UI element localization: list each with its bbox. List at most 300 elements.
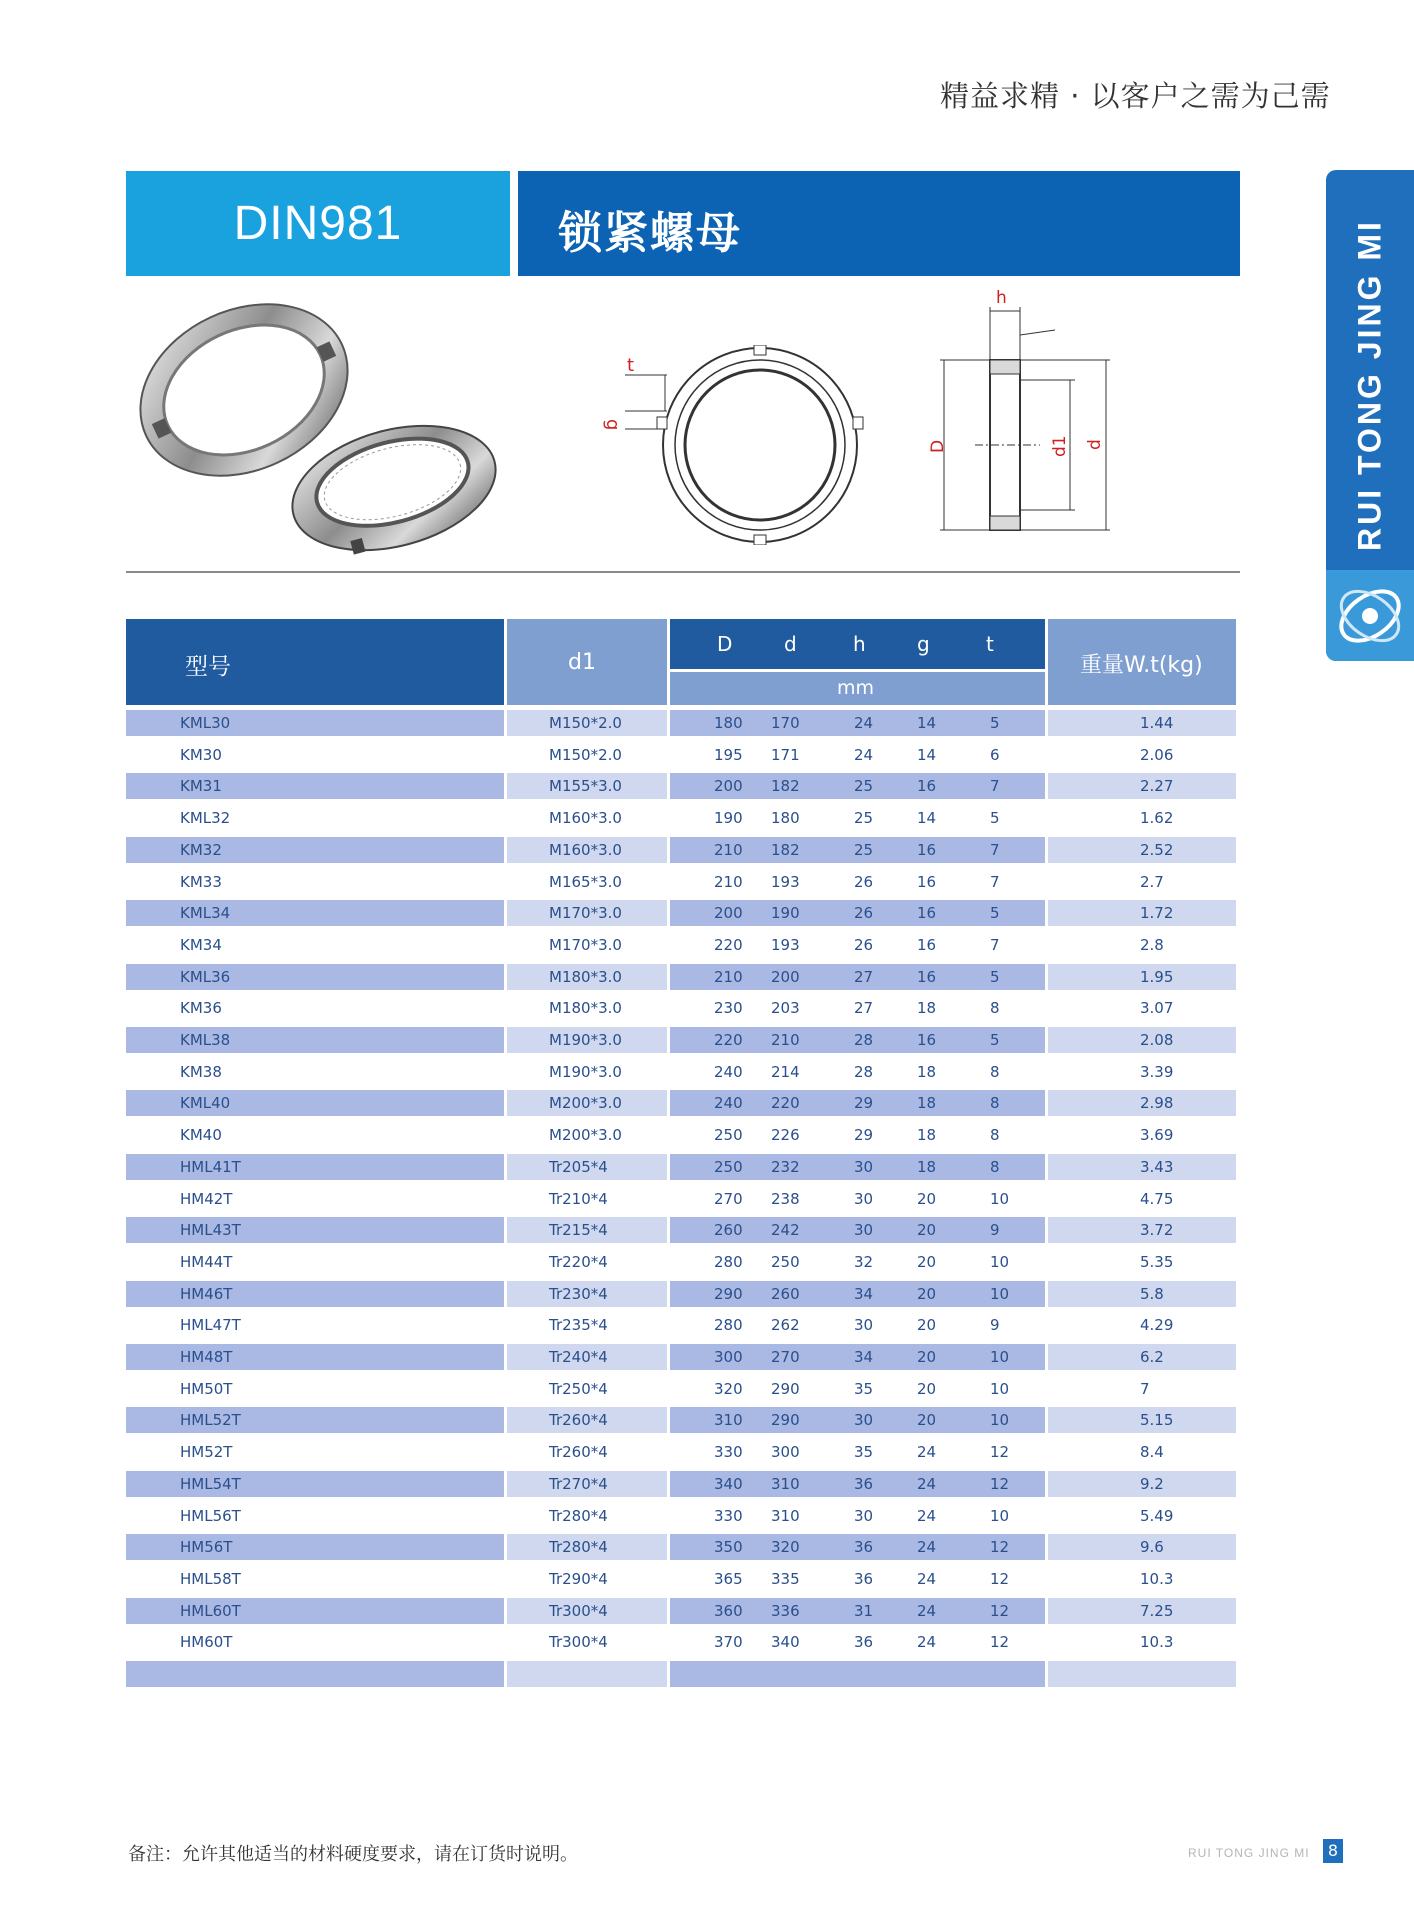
cell-D: 250: [714, 1157, 743, 1176]
cell-h: 24: [854, 714, 874, 732]
cell-model: HML54T: [180, 1474, 241, 1493]
cell-D: 180: [714, 714, 743, 732]
product-code-banner: [126, 171, 510, 276]
cell-model: KML32: [180, 809, 231, 828]
cell-h: 29: [854, 1094, 874, 1113]
cell-t: 12: [990, 1569, 1010, 1588]
side-brand-text: RUI TONG JING MI: [1351, 219, 1388, 551]
cell-g: 16: [917, 840, 937, 859]
table-row: [126, 1122, 1236, 1148]
cell-d1: M190*3.0: [549, 1062, 622, 1081]
cell-t: 5: [990, 904, 1000, 923]
cell-d1: M170*3.0: [549, 935, 622, 954]
cell-D: 310: [714, 1411, 743, 1430]
cell-d: 242: [771, 1221, 800, 1240]
header-weight: 重量W.t(kg): [1080, 653, 1203, 678]
cell-D: 270: [714, 1189, 743, 1208]
table-row: [126, 1503, 1236, 1529]
cell-D: 350: [714, 1538, 743, 1557]
cell-D: 195: [714, 745, 743, 764]
cell-g: 20: [917, 1316, 937, 1335]
cell-model: HML58T: [180, 1569, 241, 1588]
cell-h: 34: [854, 1284, 874, 1303]
cell-g: 14: [917, 714, 937, 732]
cell-weight: 3.43: [1140, 1157, 1174, 1176]
cell-d: 193: [771, 935, 800, 954]
cell-weight: 2.7: [1140, 872, 1164, 891]
table-row: [126, 1249, 1236, 1275]
cell-h: 27: [854, 999, 874, 1018]
cell-model: HML60T: [180, 1601, 241, 1620]
cell-d: 335: [771, 1569, 800, 1588]
cell-g: 24: [917, 1569, 937, 1588]
table-row: [126, 1471, 1236, 1497]
cell-d1: Tr230*4: [549, 1284, 608, 1303]
header-model: 型号: [185, 654, 231, 680]
cell-g: 20: [917, 1284, 937, 1303]
table-row: [126, 1186, 1236, 1212]
cell-weight: 10.3: [1140, 1633, 1174, 1652]
cell-D: 230: [714, 999, 743, 1018]
cell-weight: 2.52: [1140, 840, 1174, 859]
cell-t: 8: [990, 1126, 1000, 1145]
cell-t: 8: [990, 1094, 1000, 1113]
cell-D: 200: [714, 904, 743, 923]
cell-d: 270: [771, 1348, 800, 1366]
cell-d1: M150*2.0: [549, 745, 622, 764]
cell-weight: 7: [1140, 1379, 1150, 1398]
cell-d1: Tr280*4: [549, 1506, 608, 1525]
cell-weight: 4.29: [1140, 1316, 1174, 1335]
cell-model: HM60T: [180, 1633, 233, 1652]
cell-d1: Tr240*4: [549, 1348, 608, 1366]
cell-g: 18: [917, 1126, 937, 1145]
cell-model: HM46T: [180, 1284, 233, 1303]
cell-d1: Tr205*4: [549, 1157, 608, 1176]
side-brand-tab: [1326, 170, 1414, 661]
row-band: [670, 1661, 1045, 1687]
cell-t: 8: [990, 999, 1000, 1018]
cell-model: KM40: [180, 1126, 222, 1145]
cell-t: 9: [990, 1316, 1000, 1335]
header-cell-model: [126, 619, 504, 705]
cell-D: 360: [714, 1601, 743, 1620]
cell-D: 370: [714, 1633, 743, 1652]
cell-g: 16: [917, 967, 937, 986]
table-row: [126, 1090, 1236, 1116]
cell-model: KM31: [180, 777, 222, 796]
cell-h: 25: [854, 777, 874, 796]
cell-h: 30: [854, 1157, 874, 1176]
cell-d: 171: [771, 745, 800, 764]
cell-d1: Tr250*4: [549, 1379, 608, 1398]
cell-D: 220: [714, 935, 743, 954]
cell-weight: 9.6: [1140, 1538, 1164, 1557]
cell-g: 16: [917, 777, 937, 796]
cell-h: 26: [854, 935, 874, 954]
cell-weight: 10.3: [1140, 1569, 1174, 1588]
cell-weight: 1.72: [1140, 904, 1174, 923]
cell-t: 7: [990, 777, 1000, 796]
cell-t: 8: [990, 1062, 1000, 1081]
cell-weight: 5.8: [1140, 1284, 1164, 1303]
cell-weight: 9.2: [1140, 1474, 1164, 1493]
table-row: [126, 1439, 1236, 1465]
cell-t: 5: [990, 714, 1000, 732]
cell-d: 340: [771, 1633, 800, 1652]
cell-weight: 3.72: [1140, 1221, 1174, 1240]
cell-model: HML43T: [180, 1221, 241, 1240]
cell-D: 290: [714, 1284, 743, 1303]
cell-h: 35: [854, 1443, 874, 1462]
cell-d1: Tr260*4: [549, 1443, 608, 1462]
cell-d: 182: [771, 777, 800, 796]
cell-g: 16: [917, 935, 937, 954]
label-h: h: [996, 288, 1007, 308]
cell-t: 7: [990, 872, 1000, 891]
product-code: DIN981: [233, 197, 403, 250]
cell-model: KM34: [180, 935, 222, 954]
table-row: [126, 837, 1236, 863]
cell-d1: M200*3.0: [549, 1094, 622, 1113]
table-row: [126, 932, 1236, 958]
cell-d: 262: [771, 1316, 800, 1335]
cell-d1: Tr300*4: [549, 1601, 608, 1620]
cell-d1: Tr260*4: [549, 1411, 608, 1430]
label-d: d: [1085, 439, 1105, 450]
table-row: [126, 1281, 1236, 1307]
cell-t: 12: [990, 1538, 1010, 1557]
cell-weight: 2.08: [1140, 1031, 1174, 1049]
cell-weight: 3.39: [1140, 1062, 1174, 1081]
cell-g: 24: [917, 1633, 937, 1652]
cell-g: 20: [917, 1411, 937, 1430]
cell-g: 24: [917, 1538, 937, 1557]
cell-g: 14: [917, 745, 937, 764]
cell-D: 340: [714, 1474, 743, 1493]
cell-d1: M200*3.0: [549, 1126, 622, 1145]
cell-model: HM52T: [180, 1443, 233, 1462]
cell-D: 220: [714, 1031, 743, 1049]
cell-weight: 4.75: [1140, 1189, 1174, 1208]
cell-g: 18: [917, 1062, 937, 1081]
cell-h: 36: [854, 1569, 874, 1588]
nut-front-view-drawing: [595, 345, 865, 545]
cell-d: 210: [771, 1031, 800, 1049]
table-row: [126, 869, 1236, 895]
cell-d: 238: [771, 1189, 800, 1208]
cell-d1: M155*3.0: [549, 777, 622, 796]
cell-model: HM44T: [180, 1252, 233, 1271]
cell-d: 193: [771, 872, 800, 891]
cell-d1: M160*3.0: [549, 840, 622, 859]
cell-d1: M180*3.0: [549, 967, 622, 986]
cell-g: 24: [917, 1443, 937, 1462]
cell-d: 182: [771, 840, 800, 859]
table-row: [126, 1312, 1236, 1338]
cell-model: HML47T: [180, 1316, 241, 1335]
row-band: [507, 1661, 667, 1687]
cell-weight: 1.95: [1140, 967, 1174, 986]
cell-D: 210: [714, 872, 743, 891]
cell-model: HML56T: [180, 1506, 241, 1525]
table-row: [126, 1629, 1236, 1655]
cell-d: 180: [771, 809, 800, 828]
cell-weight: 7.25: [1140, 1601, 1174, 1620]
cell-d: 232: [771, 1157, 800, 1176]
cell-d: 260: [771, 1284, 800, 1303]
cell-h: 26: [854, 872, 874, 891]
cell-d: 300: [771, 1443, 800, 1462]
cell-h: 36: [854, 1538, 874, 1557]
cell-d: 214: [771, 1062, 800, 1081]
cell-t: 7: [990, 840, 1000, 859]
cell-t: 5: [990, 809, 1000, 828]
cell-g: 18: [917, 1157, 937, 1176]
cell-t: 8: [990, 1157, 1000, 1176]
cell-g: 20: [917, 1221, 937, 1240]
label-g: g: [602, 419, 623, 431]
brand-logo-icon: [1326, 570, 1414, 661]
section-divider: [126, 571, 1240, 573]
cell-weight: 5.15: [1140, 1411, 1174, 1430]
cell-weight: 1.44: [1140, 714, 1174, 732]
cell-h: 29: [854, 1126, 874, 1145]
cell-D: 330: [714, 1443, 743, 1462]
cell-h: 36: [854, 1474, 874, 1493]
table-row: [126, 964, 1236, 990]
cell-model: KM38: [180, 1062, 222, 1081]
cell-g: 20: [917, 1348, 937, 1366]
cell-t: 10: [990, 1411, 1010, 1430]
header-D: D: [717, 632, 733, 656]
table-row: [126, 1376, 1236, 1402]
cell-d: 220: [771, 1094, 800, 1113]
header-d1: d1: [568, 650, 596, 675]
cell-weight: 6.2: [1140, 1348, 1164, 1366]
table-row: [126, 742, 1236, 768]
cell-h: 30: [854, 1506, 874, 1525]
cell-D: 210: [714, 840, 743, 859]
cell-weight: 8.4: [1140, 1443, 1164, 1462]
cell-D: 280: [714, 1316, 743, 1335]
cell-model: HM50T: [180, 1379, 233, 1398]
cell-h: 32: [854, 1252, 874, 1271]
table-row: [126, 1344, 1236, 1370]
cell-h: 30: [854, 1189, 874, 1208]
cell-model: HM56T: [180, 1538, 233, 1557]
cell-D: 250: [714, 1126, 743, 1145]
table-row: [126, 1566, 1236, 1592]
cell-d1: Tr290*4: [549, 1569, 608, 1588]
header-h: h: [853, 632, 866, 656]
label-d1: d1: [1050, 435, 1070, 457]
table-row: [126, 900, 1236, 926]
cell-d1: Tr280*4: [549, 1538, 608, 1557]
table-row: [126, 1217, 1236, 1243]
cell-d1: M180*3.0: [549, 999, 622, 1018]
cell-weight: 5.49: [1140, 1506, 1174, 1525]
cell-model: HM42T: [180, 1189, 233, 1208]
cell-d: 290: [771, 1379, 800, 1398]
cell-D: 200: [714, 777, 743, 796]
cell-t: 5: [990, 967, 1000, 986]
cell-h: 24: [854, 745, 874, 764]
cell-t: 12: [990, 1443, 1010, 1462]
cell-h: 30: [854, 1221, 874, 1240]
cell-d: 200: [771, 967, 800, 986]
cell-d: 336: [771, 1601, 800, 1620]
cell-weight: 5.35: [1140, 1252, 1174, 1271]
cell-t: 12: [990, 1633, 1010, 1652]
cell-g: 14: [917, 809, 937, 828]
cell-d: 310: [771, 1474, 800, 1493]
cell-g: 20: [917, 1379, 937, 1398]
cell-D: 190: [714, 809, 743, 828]
cell-D: 300: [714, 1348, 743, 1366]
cell-h: 35: [854, 1379, 874, 1398]
table-row: [126, 1059, 1236, 1085]
cell-g: 16: [917, 1031, 937, 1049]
cell-d1: Tr270*4: [549, 1474, 608, 1493]
cell-t: 12: [990, 1474, 1010, 1493]
cell-d1: M160*3.0: [549, 809, 622, 828]
cell-weight: 2.27: [1140, 777, 1174, 796]
cell-d1: M150*2.0: [549, 714, 622, 732]
cell-d: 170: [771, 714, 800, 732]
table-row: [126, 1407, 1236, 1433]
product-title-banner: [518, 171, 1240, 276]
cell-weight: 2.06: [1140, 745, 1174, 764]
table-row: [126, 995, 1236, 1021]
cell-weight: 3.07: [1140, 999, 1174, 1018]
cell-D: 320: [714, 1379, 743, 1398]
cell-t: 5: [990, 1031, 1000, 1049]
cell-model: HML41T: [180, 1157, 241, 1176]
cell-d1: Tr300*4: [549, 1633, 608, 1652]
table-row: [126, 1598, 1236, 1624]
cell-D: 210: [714, 967, 743, 986]
label-t: t: [627, 355, 635, 376]
cell-t: 10: [990, 1189, 1010, 1208]
cell-model: KM36: [180, 999, 222, 1018]
cell-weight: 2.8: [1140, 935, 1164, 954]
page-tagline: 精益求精 · 以客户之需为己需: [940, 79, 1331, 113]
footer-note: 备注：允许其他适当的材料硬度要求，请在订货时说明。: [128, 1844, 578, 1865]
header-t: t: [986, 632, 994, 656]
header-g: g: [917, 632, 930, 656]
cell-model: KML34: [180, 904, 231, 923]
cell-d: 290: [771, 1411, 800, 1430]
cell-model: KML38: [180, 1031, 231, 1049]
table-row: [126, 805, 1236, 831]
cell-d: 310: [771, 1506, 800, 1525]
cell-d1: M190*3.0: [549, 1031, 622, 1049]
cell-d1: Tr220*4: [549, 1252, 608, 1271]
cell-t: 10: [990, 1506, 1010, 1525]
cell-d: 320: [771, 1538, 800, 1557]
cell-model: KML30: [180, 714, 231, 732]
cell-h: 25: [854, 809, 874, 828]
product-title: 锁紧螺母: [558, 208, 742, 259]
cell-t: 7: [990, 935, 1000, 954]
cell-d1: M165*3.0: [549, 872, 622, 891]
cell-h: 30: [854, 1316, 874, 1335]
cell-h: 28: [854, 1062, 874, 1081]
cell-d1: M170*3.0: [549, 904, 622, 923]
table-row: [126, 1027, 1236, 1053]
cell-d1: Tr235*4: [549, 1316, 608, 1335]
cell-D: 365: [714, 1569, 743, 1588]
cell-g: 16: [917, 904, 937, 923]
cell-g: 24: [917, 1506, 937, 1525]
cell-weight: 3.69: [1140, 1126, 1174, 1145]
cell-model: KM32: [180, 840, 222, 859]
cell-g: 24: [917, 1601, 937, 1620]
cell-g: 20: [917, 1252, 937, 1271]
cell-d: 190: [771, 904, 800, 923]
cell-D: 330: [714, 1506, 743, 1525]
table-row: [126, 1534, 1236, 1560]
row-band: [1048, 1661, 1236, 1687]
table-row: [126, 773, 1236, 799]
cell-t: 10: [990, 1348, 1010, 1366]
cell-D: 260: [714, 1221, 743, 1240]
cell-d1: Tr215*4: [549, 1221, 608, 1240]
cell-model: HML52T: [180, 1411, 241, 1430]
cell-model: KM33: [180, 872, 222, 891]
cell-t: 12: [990, 1601, 1010, 1620]
cell-g: 24: [917, 1474, 937, 1493]
cell-d1: Tr210*4: [549, 1189, 608, 1208]
cell-model: KML40: [180, 1094, 231, 1113]
cell-model: HM48T: [180, 1348, 233, 1366]
cell-model: KM30: [180, 745, 222, 764]
cell-D: 280: [714, 1252, 743, 1271]
header-unit: mm: [837, 677, 875, 699]
row-band: [126, 1661, 504, 1687]
cell-d: 226: [771, 1126, 800, 1145]
cell-model: KML36: [180, 967, 231, 986]
cell-g: 18: [917, 999, 937, 1018]
cell-g: 16: [917, 872, 937, 891]
table-row: [126, 1661, 1236, 1687]
cell-h: 34: [854, 1348, 874, 1366]
cell-h: 28: [854, 1031, 874, 1049]
footer-brand: RUI TONG JING MI: [1188, 1846, 1310, 1860]
nut-side-view-drawing: [930, 285, 1120, 550]
page-number: 8: [1323, 1839, 1343, 1863]
cell-h: 25: [854, 840, 874, 859]
cell-t: 10: [990, 1252, 1010, 1271]
cell-t: 10: [990, 1379, 1010, 1398]
cell-d: 203: [771, 999, 800, 1018]
header-d: d: [784, 632, 797, 656]
cell-weight: 2.98: [1140, 1094, 1174, 1113]
cell-t: 10: [990, 1284, 1010, 1303]
cell-g: 18: [917, 1094, 937, 1113]
cell-weight: 1.62: [1140, 809, 1174, 828]
cell-D: 240: [714, 1094, 743, 1113]
lock-nut-photo: [126, 290, 502, 570]
table-row: [126, 710, 1236, 736]
cell-h: 31: [854, 1601, 874, 1620]
table-row: [126, 1154, 1236, 1180]
cell-h: 26: [854, 904, 874, 923]
cell-t: 6: [990, 745, 1000, 764]
cell-d: 250: [771, 1252, 800, 1271]
cell-D: 240: [714, 1062, 743, 1081]
